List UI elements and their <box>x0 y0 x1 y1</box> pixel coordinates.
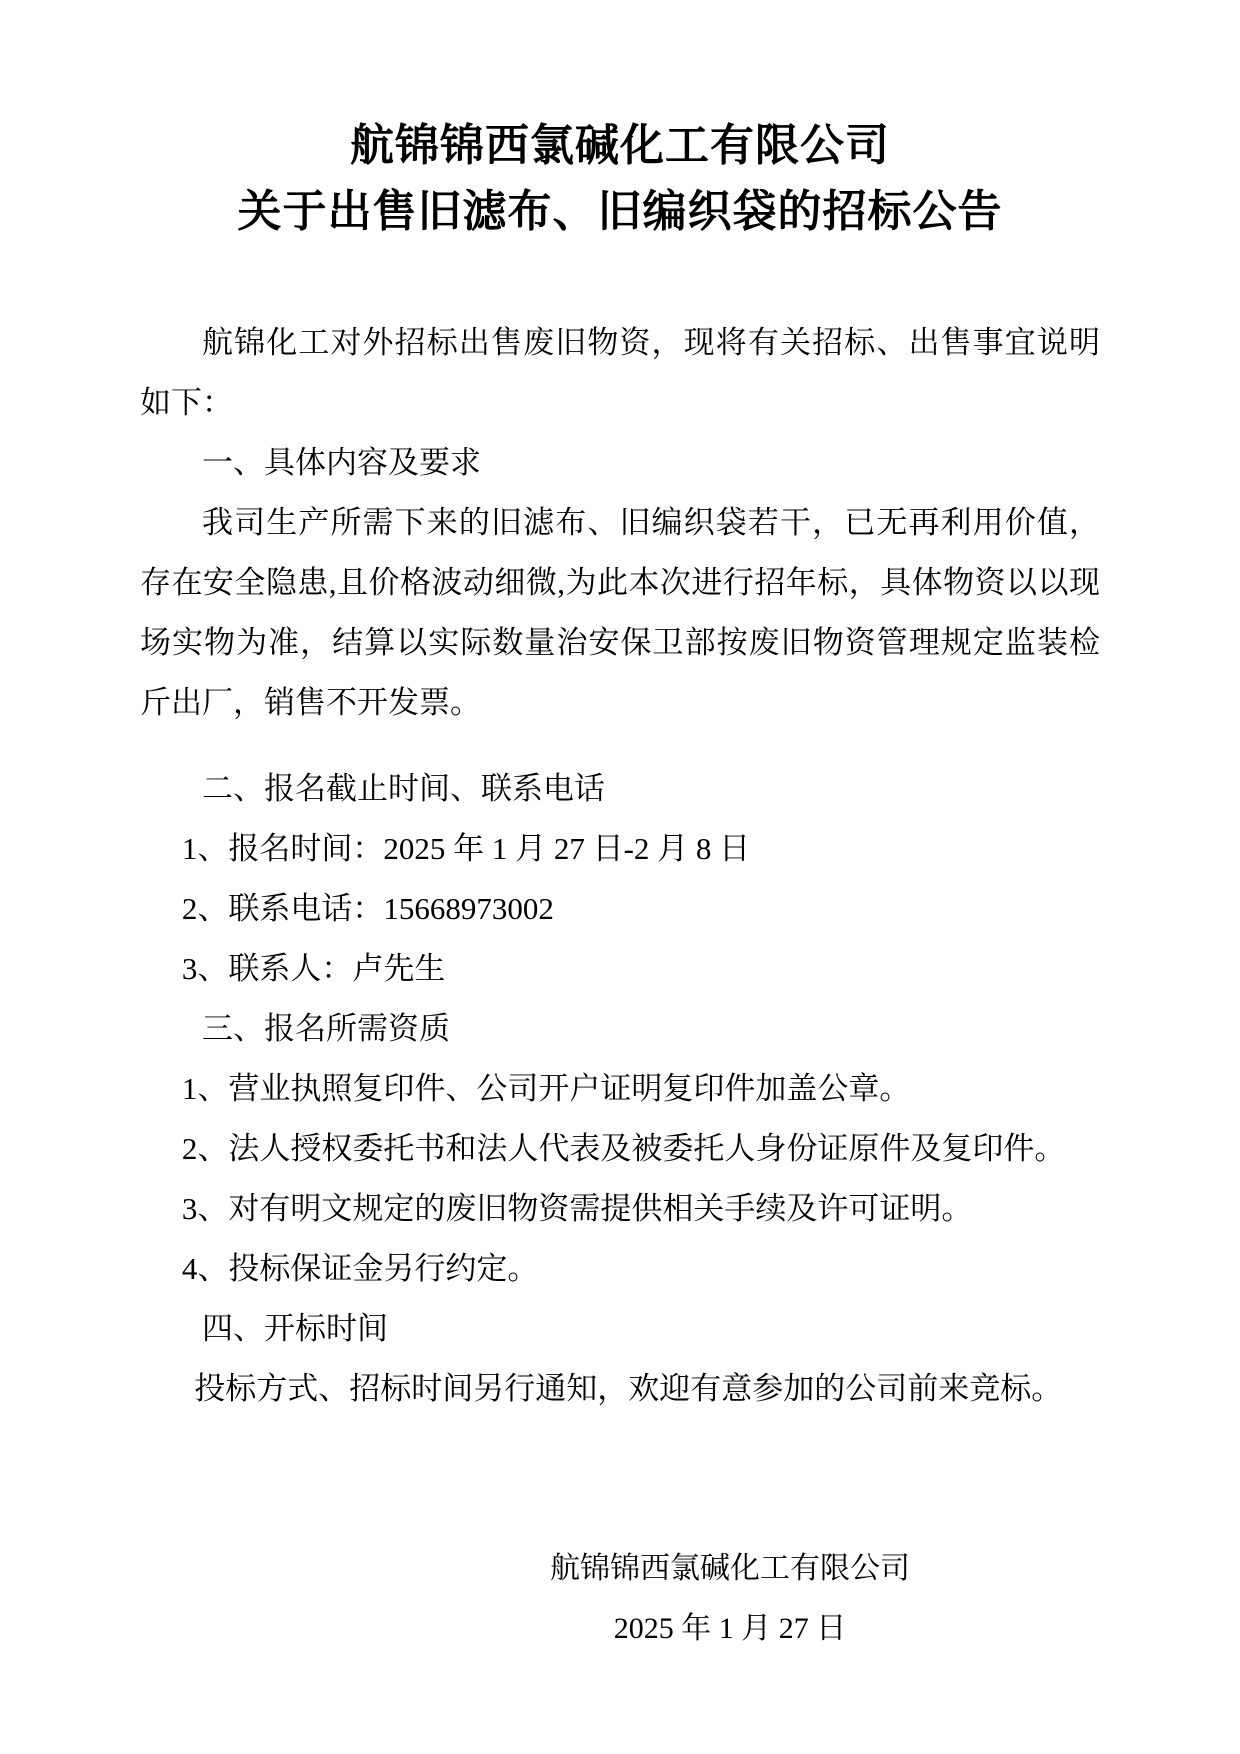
section-3-item-2: 2、法人授权委托书和法人代表及被委托人身份证原件及复印件。 <box>181 1131 1066 1166</box>
section-heading-4: 四、开标时间 <box>202 1311 388 1346</box>
signature-block <box>490 1539 970 1659</box>
section-2-item-2: 2、联系电话：15668973002 <box>181 891 554 926</box>
section-3-item-4: 4、投标保证金另行约定。 <box>181 1251 539 1286</box>
section-heading-3: 三、报名所需资质 <box>202 1011 450 1046</box>
section-3-item-3: 3、对有明文规定的废旧物资需提供相关手续及许可证明。 <box>181 1191 973 1226</box>
section-heading-1: 一、具体内容及要求 <box>202 445 481 480</box>
document-title <box>140 113 1100 245</box>
document-body <box>140 313 1100 1419</box>
signature-company: 航锦锦西氯碱化工有限公司 <box>550 1552 910 1585</box>
signature-date: 2025 年 1 月 27 日 <box>613 1612 847 1645</box>
intro-paragraph: 航锦化工对外招标出售废旧物资，现将有关招标、出售事宜说明如下： <box>140 325 1100 420</box>
section-4-body-paragraph: 投标方式、招标时间另行通知，欢迎有意参加的公司前来竞标。 <box>194 1371 1063 1406</box>
section-heading-2: 二、报名截止时间、联系电话 <box>202 771 605 806</box>
section-2-item-1: 1、报名时间：2025 年 1 月 27 日-2 月 8 日 <box>181 831 751 866</box>
section-2-item-3: 3、联系人：卢先生 <box>181 951 446 986</box>
section-3-item-1: 1、营业执照复印件、公司开户证明复印件加盖公章。 <box>181 1071 911 1106</box>
title-subject-line: 关于出售旧滤布、旧编织袋的招标公告 <box>237 187 1003 236</box>
title-company-line: 航锦锦西氯碱化工有限公司 <box>350 121 890 170</box>
section-1-body-paragraph: 我司生产所需下来的旧滤布、旧编织袋若干，已无再利用价值，存在安全隐患,且价格波动细微,为此本次进行招年标，具体物资以以现场实物为准，结算以实际数量治安保卫部按废旧物资管理规定监装检斤出厂，销售不开发票。 <box>140 505 1100 720</box>
